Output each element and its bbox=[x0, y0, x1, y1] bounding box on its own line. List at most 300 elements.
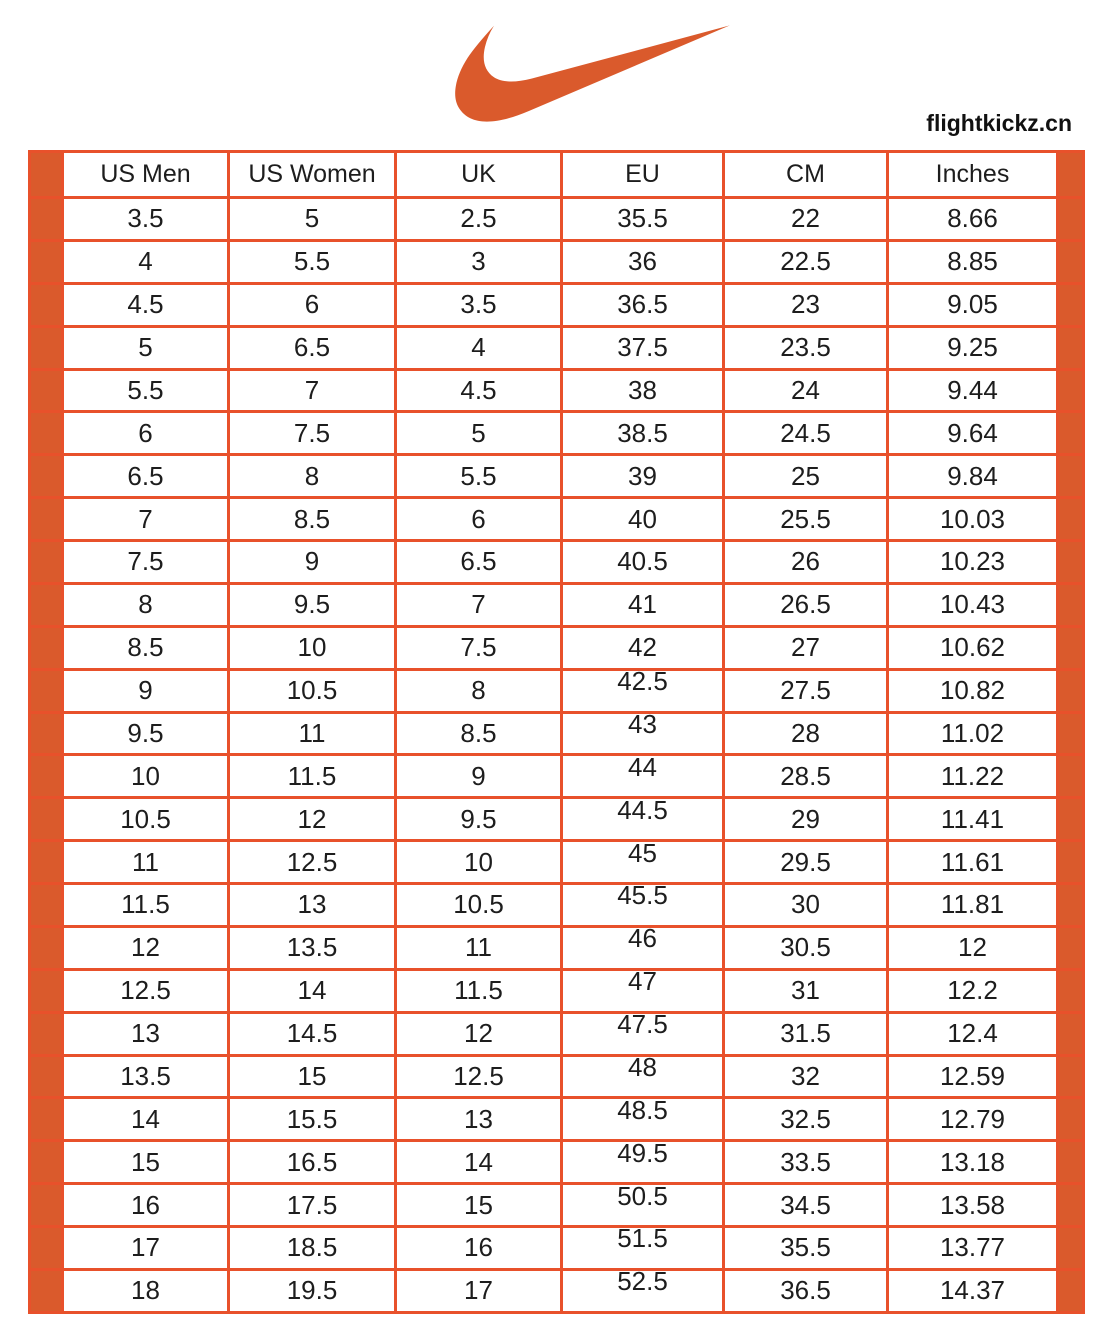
cell-uk bbox=[396, 1141, 562, 1184]
table-row bbox=[30, 1184, 1084, 1227]
col-header-cm: CM bbox=[724, 152, 888, 198]
table-row bbox=[30, 712, 1084, 755]
cell-uk bbox=[396, 1184, 562, 1227]
cell-inches bbox=[888, 755, 1058, 798]
cell-value: 11 bbox=[298, 717, 326, 748]
cell-value: 8.5 bbox=[127, 632, 164, 663]
cell-eu bbox=[562, 240, 724, 283]
cell-value: 30 bbox=[791, 889, 820, 920]
cell-value: 9.25 bbox=[947, 332, 998, 363]
cell-us-women bbox=[229, 369, 396, 412]
cell-eu bbox=[562, 708, 724, 755]
cell-us-women bbox=[229, 926, 396, 969]
cell-value: 42 bbox=[628, 632, 657, 663]
col-header-uk: UK bbox=[396, 152, 562, 198]
cell-value: 10.43 bbox=[939, 589, 1006, 620]
cell-value: 13.18 bbox=[939, 1146, 1006, 1177]
cell-cm bbox=[724, 1227, 888, 1270]
cell-value: 11.5 bbox=[287, 760, 337, 791]
cell-eu bbox=[562, 794, 724, 841]
cell-value: 50.5 bbox=[617, 1180, 668, 1211]
right-accent-bar bbox=[1058, 1055, 1084, 1098]
cell-cm bbox=[724, 412, 888, 455]
left-accent-bar bbox=[30, 541, 63, 584]
cell-cm bbox=[724, 369, 888, 412]
cell-value: 13.5 bbox=[286, 932, 338, 963]
cell-inches bbox=[888, 669, 1058, 712]
cell-us-men bbox=[63, 283, 229, 326]
cell-value: 11.61 bbox=[940, 846, 1005, 877]
cell-us-women bbox=[229, 1141, 396, 1184]
cell-value: 9.5 bbox=[460, 803, 497, 834]
cell-value: 10.82 bbox=[939, 675, 1006, 706]
cell-value: 10 bbox=[297, 632, 327, 663]
right-accent-bar bbox=[1058, 240, 1084, 283]
cell-uk bbox=[396, 798, 562, 841]
cell-value: 7.5 bbox=[460, 632, 497, 663]
cell-us-women bbox=[229, 1098, 396, 1141]
cell-value: 6 bbox=[471, 503, 486, 534]
cell-eu bbox=[562, 412, 724, 455]
cell-value: 25.5 bbox=[780, 503, 831, 534]
cell-value: 17.5 bbox=[286, 1189, 338, 1220]
cell-us-women bbox=[229, 240, 396, 283]
cell-value: 4.5 bbox=[460, 374, 497, 405]
cell-value: 22.5 bbox=[780, 246, 831, 277]
cell-value: 12.5 bbox=[453, 1060, 504, 1091]
cell-value: 42.5 bbox=[617, 666, 668, 697]
cell-cm bbox=[724, 240, 888, 283]
cell-value: 32.5 bbox=[780, 1103, 831, 1134]
cell-inches bbox=[888, 926, 1058, 969]
cell-uk bbox=[396, 969, 562, 1012]
cell-value: 26.5 bbox=[780, 589, 831, 620]
col-header-inches: Inches bbox=[888, 152, 1058, 198]
cell-us-women bbox=[229, 884, 396, 927]
cell-us-men bbox=[63, 583, 229, 626]
cell-eu bbox=[562, 369, 724, 412]
cell-us-women bbox=[229, 583, 396, 626]
cell-value: 18 bbox=[131, 1275, 160, 1306]
cell-value: 9 bbox=[138, 675, 153, 706]
cell-inches bbox=[888, 369, 1058, 412]
cell-us-women bbox=[229, 541, 396, 584]
cell-uk bbox=[396, 498, 562, 541]
cell-value: 13 bbox=[297, 889, 327, 920]
table-row bbox=[30, 1141, 1084, 1184]
cell-value: 14.37 bbox=[939, 1275, 1006, 1306]
cell-us-women bbox=[229, 1012, 396, 1055]
right-accent-bar bbox=[1058, 1141, 1084, 1184]
cell-value: 15 bbox=[464, 1189, 493, 1220]
cell-value: 11.41 bbox=[940, 803, 1005, 834]
cell-value: 10.03 bbox=[939, 503, 1006, 534]
cell-cm bbox=[724, 1098, 888, 1141]
table-row bbox=[30, 1227, 1084, 1270]
cell-cm bbox=[724, 326, 888, 369]
cell-value: 16.5 bbox=[286, 1146, 338, 1177]
cell-eu bbox=[562, 326, 724, 369]
cell-us-men bbox=[63, 626, 229, 669]
cell-us-men bbox=[63, 412, 229, 455]
cell-uk bbox=[396, 626, 562, 669]
right-accent-bar bbox=[1058, 455, 1084, 498]
cell-value: 40.5 bbox=[617, 546, 668, 577]
cell-value: 7.5 bbox=[293, 417, 331, 448]
cell-eu bbox=[562, 966, 724, 1012]
cell-us-women bbox=[229, 841, 396, 884]
cell-value: 36 bbox=[628, 246, 657, 277]
cell-value: 13.58 bbox=[939, 1189, 1006, 1220]
cell-value: 9 bbox=[471, 760, 486, 791]
cell-us-men bbox=[63, 712, 229, 755]
cell-value: 17 bbox=[131, 1232, 160, 1263]
cell-value: 12.5 bbox=[120, 975, 171, 1006]
cell-cm bbox=[724, 541, 888, 584]
left-accent-bar bbox=[30, 798, 63, 841]
left-accent-bar bbox=[30, 712, 63, 755]
cell-value: 6 bbox=[304, 289, 320, 320]
right-accent-bar bbox=[1058, 1269, 1084, 1312]
right-accent-bar bbox=[1058, 498, 1084, 541]
cell-eu bbox=[562, 1223, 724, 1270]
cell-value: 12.4 bbox=[947, 1018, 998, 1049]
cell-value: 11.02 bbox=[940, 717, 1005, 748]
cell-value: 11 bbox=[465, 932, 492, 963]
table-row bbox=[30, 283, 1084, 326]
table-row bbox=[30, 369, 1084, 412]
right-accent-bar bbox=[1058, 798, 1084, 841]
cell-value: 13.5 bbox=[120, 1060, 171, 1091]
cell-us-women bbox=[229, 1055, 396, 1098]
cell-us-men bbox=[63, 1098, 229, 1141]
cell-uk bbox=[396, 1269, 562, 1312]
cell-uk bbox=[396, 583, 562, 626]
cell-cm bbox=[724, 755, 888, 798]
left-accent-bar bbox=[30, 240, 63, 283]
cell-value: 11.22 bbox=[940, 760, 1005, 791]
right-accent-bar bbox=[1058, 884, 1084, 927]
cell-value: 5.5 bbox=[293, 246, 331, 277]
right-accent-bar bbox=[1058, 841, 1084, 884]
cell-cm bbox=[724, 583, 888, 626]
table-body bbox=[30, 198, 1084, 1313]
cell-value: 12 bbox=[297, 803, 327, 834]
right-accent-bar bbox=[1058, 152, 1084, 198]
table-row bbox=[30, 969, 1084, 1012]
cell-uk bbox=[396, 240, 562, 283]
cell-value: 45.5 bbox=[617, 880, 668, 911]
cell-value: 12 bbox=[958, 932, 987, 963]
cell-value: 10 bbox=[131, 760, 160, 791]
cell-value: 12.2 bbox=[947, 975, 998, 1006]
cell-eu bbox=[562, 283, 724, 326]
cell-eu bbox=[562, 1009, 724, 1055]
cell-value: 4 bbox=[471, 332, 486, 363]
cell-value: 9.5 bbox=[293, 589, 331, 620]
table-row bbox=[30, 583, 1084, 626]
cell-inches bbox=[888, 1055, 1058, 1098]
right-accent-bar bbox=[1058, 926, 1084, 969]
cell-inches bbox=[888, 541, 1058, 584]
right-accent-bar bbox=[1058, 412, 1084, 455]
cell-value: 38 bbox=[628, 374, 657, 405]
cell-value: 8 bbox=[471, 675, 486, 706]
right-accent-bar bbox=[1058, 1098, 1084, 1141]
cell-eu bbox=[562, 198, 724, 241]
cell-us-women bbox=[229, 1184, 396, 1227]
left-accent-bar bbox=[30, 1012, 63, 1055]
cell-value: 12.59 bbox=[939, 1060, 1006, 1091]
cell-us-men bbox=[63, 884, 229, 927]
left-accent-bar bbox=[30, 1098, 63, 1141]
cell-inches bbox=[888, 712, 1058, 755]
cell-uk bbox=[396, 1098, 562, 1141]
table-row bbox=[30, 498, 1084, 541]
right-accent-bar bbox=[1058, 369, 1084, 412]
cell-value: 15 bbox=[131, 1146, 160, 1177]
cell-value: 3.5 bbox=[460, 289, 497, 320]
cell-inches bbox=[888, 498, 1058, 541]
cell-inches bbox=[888, 1012, 1058, 1055]
cell-value: 9.64 bbox=[947, 417, 998, 448]
right-accent-bar bbox=[1058, 969, 1084, 1012]
cell-us-women bbox=[229, 1269, 396, 1312]
cell-eu bbox=[562, 541, 724, 584]
cell-eu bbox=[562, 880, 724, 927]
cell-uk bbox=[396, 926, 562, 969]
cell-uk bbox=[396, 1012, 562, 1055]
cell-value: 5.5 bbox=[460, 460, 497, 491]
cell-value: 26 bbox=[791, 546, 820, 577]
cell-value: 4.5 bbox=[127, 289, 164, 320]
cell-value: 13 bbox=[464, 1103, 493, 1134]
cell-inches bbox=[888, 626, 1058, 669]
cell-eu bbox=[562, 837, 724, 884]
cell-value: 18.5 bbox=[286, 1232, 338, 1263]
cell-cm bbox=[724, 1184, 888, 1227]
table-row bbox=[30, 1098, 1084, 1141]
cell-us-men bbox=[63, 926, 229, 969]
cell-value: 15 bbox=[297, 1060, 327, 1091]
col-header-us-men: US Men bbox=[63, 152, 229, 198]
table-row bbox=[30, 755, 1084, 798]
cell-us-women bbox=[229, 755, 396, 798]
cell-value: 7 bbox=[471, 589, 486, 620]
left-accent-bar bbox=[30, 412, 63, 455]
left-accent-bar bbox=[30, 841, 63, 884]
table-row bbox=[30, 626, 1084, 669]
cell-uk bbox=[396, 1227, 562, 1270]
cell-inches bbox=[888, 198, 1058, 241]
cell-uk bbox=[396, 1055, 562, 1098]
cell-value: 14 bbox=[464, 1146, 493, 1177]
cell-inches bbox=[888, 412, 1058, 455]
cell-value: 6.5 bbox=[127, 460, 164, 491]
cell-cm bbox=[724, 1141, 888, 1184]
cell-cm bbox=[724, 712, 888, 755]
cell-inches bbox=[888, 283, 1058, 326]
cell-value: 10.23 bbox=[939, 546, 1006, 577]
cell-eu bbox=[562, 1266, 724, 1312]
cell-us-men bbox=[63, 1012, 229, 1055]
cell-value: 36.5 bbox=[780, 1275, 831, 1306]
header-row bbox=[30, 152, 1084, 198]
cell-value: 30.5 bbox=[780, 932, 831, 963]
cell-value: 27 bbox=[791, 632, 820, 663]
cell-value: 52.5 bbox=[617, 1266, 668, 1297]
cell-inches bbox=[888, 798, 1058, 841]
cell-us-women bbox=[229, 712, 396, 755]
cell-value: 37.5 bbox=[617, 332, 668, 363]
cell-us-women bbox=[229, 669, 396, 712]
cell-uk bbox=[396, 884, 562, 927]
left-accent-bar bbox=[30, 1269, 63, 1312]
cell-us-men bbox=[63, 969, 229, 1012]
left-accent-bar bbox=[30, 926, 63, 969]
left-accent-bar bbox=[30, 326, 63, 369]
left-accent-bar bbox=[30, 1141, 63, 1184]
cell-us-women bbox=[229, 412, 396, 455]
cell-value: 10.5 bbox=[120, 803, 171, 834]
table-row bbox=[30, 669, 1084, 712]
cell-inches bbox=[888, 583, 1058, 626]
cell-value: 8 bbox=[138, 589, 153, 620]
cell-value: 5.5 bbox=[127, 374, 164, 405]
cell-us-men bbox=[63, 1227, 229, 1270]
cell-eu bbox=[562, 923, 724, 969]
cell-uk bbox=[396, 712, 562, 755]
cell-us-men bbox=[63, 669, 229, 712]
cell-cm bbox=[724, 969, 888, 1012]
cell-value: 31 bbox=[791, 975, 820, 1006]
left-accent-bar bbox=[30, 969, 63, 1012]
cell-value: 8.85 bbox=[947, 246, 998, 277]
cell-eu bbox=[562, 626, 724, 669]
cell-cm bbox=[724, 798, 888, 841]
table-row bbox=[30, 1012, 1084, 1055]
cell-value: 36.5 bbox=[617, 289, 668, 320]
cell-value: 12.79 bbox=[939, 1103, 1006, 1134]
cell-value: 16 bbox=[464, 1232, 493, 1263]
cell-value: 6 bbox=[138, 417, 153, 448]
right-accent-bar bbox=[1058, 541, 1084, 584]
cell-uk bbox=[396, 669, 562, 712]
left-accent-bar bbox=[30, 583, 63, 626]
cell-value: 12 bbox=[464, 1018, 493, 1049]
cell-uk bbox=[396, 369, 562, 412]
cell-us-men bbox=[63, 326, 229, 369]
cell-uk bbox=[396, 755, 562, 798]
cell-us-men bbox=[63, 1269, 229, 1312]
cell-us-men bbox=[63, 1184, 229, 1227]
cell-value: 3 bbox=[471, 246, 486, 277]
cell-value: 14 bbox=[297, 975, 327, 1006]
website-label: flightkickz.cn bbox=[926, 110, 1072, 136]
cell-value: 41 bbox=[628, 589, 657, 620]
cell-cm bbox=[724, 283, 888, 326]
right-accent-bar bbox=[1058, 712, 1084, 755]
cell-us-women bbox=[229, 198, 396, 241]
table-row bbox=[30, 326, 1084, 369]
cell-inches bbox=[888, 1227, 1058, 1270]
cell-value: 5 bbox=[471, 417, 486, 448]
cell-us-women bbox=[229, 455, 396, 498]
cell-value: 43 bbox=[628, 708, 657, 739]
cell-value: 10.5 bbox=[286, 675, 338, 706]
cell-value: 11 bbox=[132, 846, 159, 877]
cell-value: 27.5 bbox=[780, 675, 831, 706]
cell-eu bbox=[562, 1051, 724, 1098]
cell-value: 28.5 bbox=[780, 760, 831, 791]
left-accent-bar bbox=[30, 755, 63, 798]
cell-value: 25 bbox=[791, 460, 820, 491]
cell-value: 10.5 bbox=[453, 889, 504, 920]
cell-cm bbox=[724, 1012, 888, 1055]
left-accent-bar bbox=[30, 669, 63, 712]
cell-value: 12.5 bbox=[286, 846, 338, 877]
left-accent-bar bbox=[30, 369, 63, 412]
table-row bbox=[30, 1269, 1084, 1312]
cell-value: 11.5 bbox=[454, 975, 503, 1006]
cell-uk bbox=[396, 283, 562, 326]
cell-inches bbox=[888, 969, 1058, 1012]
table-row bbox=[30, 884, 1084, 927]
cell-cm bbox=[724, 626, 888, 669]
cell-inches bbox=[888, 1184, 1058, 1227]
table-row bbox=[30, 412, 1084, 455]
cell-inches bbox=[888, 1269, 1058, 1312]
cell-value: 49.5 bbox=[617, 1137, 668, 1168]
cell-value: 8.5 bbox=[460, 717, 497, 748]
cell-us-men bbox=[63, 841, 229, 884]
size-conversion-table bbox=[28, 150, 1085, 1314]
cell-value: 38.5 bbox=[617, 417, 668, 448]
cell-us-men bbox=[63, 498, 229, 541]
cell-value: 10.62 bbox=[939, 632, 1006, 663]
table-row bbox=[30, 455, 1084, 498]
cell-us-women bbox=[229, 626, 396, 669]
cell-value: 31.5 bbox=[780, 1018, 831, 1049]
cell-value: 23.5 bbox=[780, 332, 831, 363]
cell-uk bbox=[396, 326, 562, 369]
cell-value: 2.5 bbox=[460, 203, 497, 234]
right-accent-bar bbox=[1058, 669, 1084, 712]
nike-swoosh-icon bbox=[455, 22, 730, 125]
cell-uk bbox=[396, 198, 562, 241]
left-accent-bar bbox=[30, 1055, 63, 1098]
cell-eu bbox=[562, 751, 724, 798]
cell-inches bbox=[888, 841, 1058, 884]
cell-value: 6.5 bbox=[460, 546, 497, 577]
cell-value: 24.5 bbox=[780, 417, 831, 448]
cell-uk bbox=[396, 412, 562, 455]
right-accent-bar bbox=[1058, 1184, 1084, 1227]
table-row bbox=[30, 541, 1084, 584]
cell-eu bbox=[562, 498, 724, 541]
cell-us-men bbox=[63, 198, 229, 241]
cell-cm bbox=[724, 669, 888, 712]
cell-value: 32 bbox=[791, 1060, 820, 1091]
cell-value: 23 bbox=[791, 289, 820, 320]
cell-us-men bbox=[63, 240, 229, 283]
cell-value: 17 bbox=[464, 1275, 493, 1306]
cell-value: 47 bbox=[628, 966, 657, 997]
cell-value: 5 bbox=[138, 332, 153, 363]
table-row bbox=[30, 240, 1084, 283]
cell-eu bbox=[562, 666, 724, 712]
cell-inches bbox=[888, 1098, 1058, 1141]
